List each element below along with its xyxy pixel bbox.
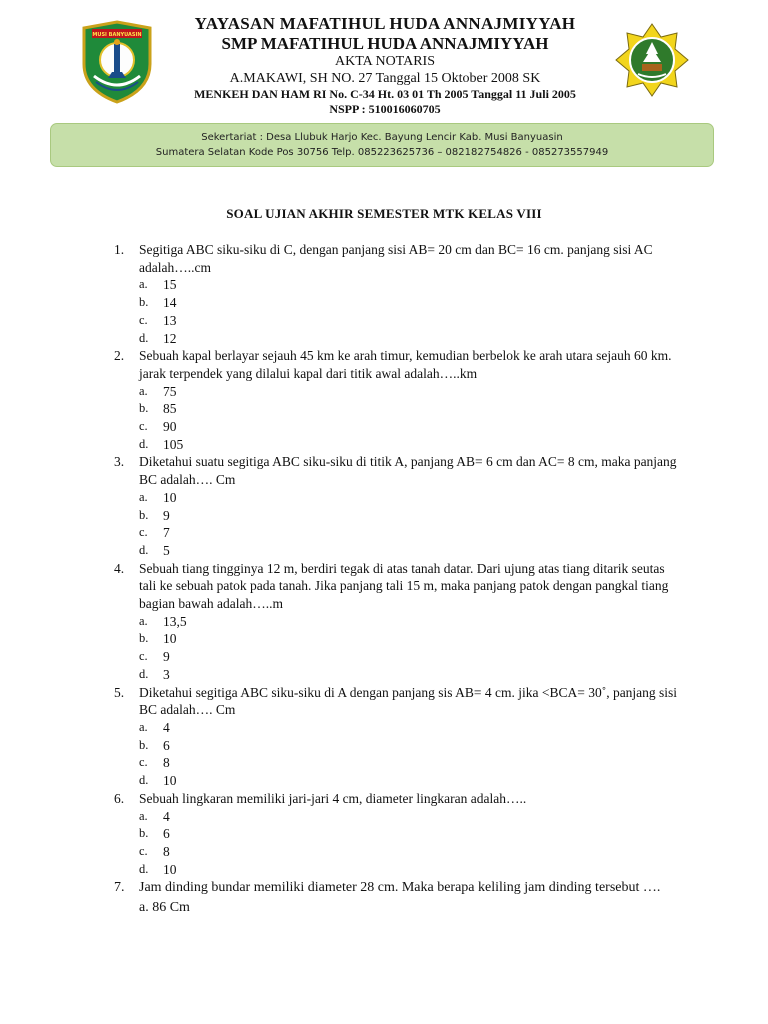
option-letter: a. [139,383,148,398]
option-letter: a. [139,613,148,628]
option-letter: c. [139,525,148,540]
address-line-1: Sekertariat : Desa Llubuk Harjo Kec. Bayung Lencir Kab. Musi Banyuasin [201,132,563,143]
question-text: Sebuah kapal berlayar sejauh 45 km ke arah timur, kemudian berbelok ke arah utara sejauh 60 km. jarak terpendek yang dilalui kapal dari titik awal adalah…..km [139,348,672,381]
question-text: Segitiga ABC siku-siku di C, dengan panjang sisi AB= 20 cm dan BC= 16 cm. panjang sisi AC adalah…..cm [139,242,653,275]
option-item [139,666,680,684]
option-letter: b. [139,507,149,522]
option-item [139,648,680,666]
foundation-name: YAYASAN MAFATIHUL HUDA ANNAJMIYYAH [194,14,576,33]
school-emblem-logo [614,22,690,98]
ministry-decree: MENKEH DAN HAM RI No. C-34 Ht. 03 01 Th 2005 Tanggal 11 Juli 2005 [194,87,576,101]
option-item [139,418,680,436]
option-item [139,312,680,330]
option-text: 10 [163,631,177,647]
question-item [114,241,680,347]
option-item [139,383,680,401]
regency-crest-icon [80,20,154,104]
option-list [139,719,680,790]
school-name: SMP MAFATIHUL HUDA ANNAJMIYYAH [221,34,549,53]
school-id-number: NSPP : 510016060705 [329,102,441,116]
option-text: 4 [163,719,170,735]
question-number: 3. [114,454,125,470]
crest-label: MUSI BANYUASIN [92,32,142,38]
option-item [139,613,680,631]
question-item [114,560,680,684]
option-text: 14 [163,295,177,311]
option-letter: d. [139,666,149,681]
option-letter: b. [139,295,149,310]
address-banner [50,123,714,167]
option-letter: a. [139,277,148,292]
option-list [139,383,680,454]
question-list [114,241,680,918]
question-number: 1. [114,242,125,257]
option-text: 9 [163,649,170,665]
question-text: Jam dinding bundar memiliki diameter 28 cm. Maka berapa keliling jam dinding tersebut …. [139,880,661,896]
option-letter: b. [139,737,149,752]
option-letter: d. [139,330,149,345]
option-item [139,489,680,507]
option-item [139,630,680,648]
option-text: 7 [163,525,170,541]
exam-title: SOAL UJIAN AKHIR SEMESTER MTK KELAS VIII [226,206,542,221]
address-line-2: Sumatera Selatan Kode Pos 30756 Telp. 085223625736 – 082182754826 - 085273557949 [155,147,609,158]
letterhead [160,14,610,117]
option-text: 13 [163,312,177,328]
option-item [139,825,680,843]
option-letter: a. [139,719,148,734]
question-text: Sebuah tiang tingginya 12 m, berdiri tegak di atas tanah datar. Dari ujung atas tiang ditarik seutas tali ke sebuah patok pada tanah. Jika panjang tali 15 m, maka panjang patok dengan pangkal tiang bagian bawah adalah…..m [139,560,669,612]
option-item [139,843,680,861]
option-letter: a. [139,489,148,504]
option-letter: c. [139,419,148,434]
question-number: 6. [114,790,125,806]
question-text: Sebuah lingkaran memiliki jari-jari 4 cm, diameter lingkaran adalah….. [139,790,527,806]
option-item [139,861,680,879]
option-letter: b. [139,401,149,416]
option-text: 10 [163,773,177,789]
option-item [139,719,680,737]
question-text: Diketahui suatu segitiga ABC siku-siku di titik A, panjang AB= 6 cm dan AC= 8 cm, maka panjang BC adalah…. Cm [139,454,677,488]
option-letter: d. [139,542,149,557]
option-text: 13,5 [163,613,187,629]
question-item [114,347,680,453]
regency-crest-logo [80,20,154,104]
question-number: 7. [114,880,125,896]
question-item [114,684,680,790]
option-text: 4 [163,808,170,824]
question-number: 4. [114,560,125,576]
option-list [139,613,680,684]
option-item [139,808,680,826]
option-text: 85 [163,401,177,417]
option-item [139,524,680,542]
option-item [139,772,680,790]
option-text: 6 [163,737,170,753]
question-item [114,790,680,879]
school-star-emblem-icon [614,22,690,98]
option-text: 8 [163,843,170,859]
option-item [139,276,680,294]
question-text: Diketahui segitiga ABC siku-siku di A dengan panjang sis AB= 4 cm. jika <BCA= 30˚, panjang sisi BC adalah…. Cm [139,684,678,718]
option-item [139,400,680,418]
option-text: a. 86 Cm [139,900,190,916]
option-letter: c. [139,843,148,858]
option-letter: b. [139,631,149,646]
question-item [114,878,680,918]
option-list [139,276,680,347]
option-letter: d. [139,773,149,788]
option-list [139,808,680,879]
option-text: 90 [163,419,177,435]
option-text: 15 [163,277,177,293]
option-letter: c. [139,312,148,327]
option-item [139,737,680,755]
option-item [139,542,680,560]
option-list [139,898,680,918]
question-item [114,453,680,559]
option-list [139,489,680,560]
option-letter: a. [139,808,148,823]
option-letter: b. [139,826,149,841]
option-text: 3 [163,666,170,682]
option-item [139,294,680,312]
option-item [139,754,680,772]
option-item [139,436,680,454]
option-text: 10 [163,861,177,877]
option-text: 10 [163,489,177,505]
option-text: 8 [163,755,170,771]
option-text: 105 [163,436,184,452]
option-item [139,507,680,525]
notary-deed-details: A.MAKAWI, SH NO. 27 Tanggal 15 Oktober 2008 SK [229,71,541,86]
notary-deed-label: AKTA NOTARIS [334,54,436,69]
option-letter: c. [139,755,148,770]
option-letter: d. [139,861,149,876]
option-letter: d. [139,436,149,451]
option-item [139,330,680,348]
question-number: 2. [114,348,125,364]
option-letter: c. [139,649,148,664]
option-text: 5 [163,542,170,558]
option-text: 75 [163,383,177,399]
question-number: 5. [114,684,125,700]
option-text: 9 [163,507,170,523]
option-text: 6 [163,826,170,842]
option-text: 12 [163,330,177,346]
